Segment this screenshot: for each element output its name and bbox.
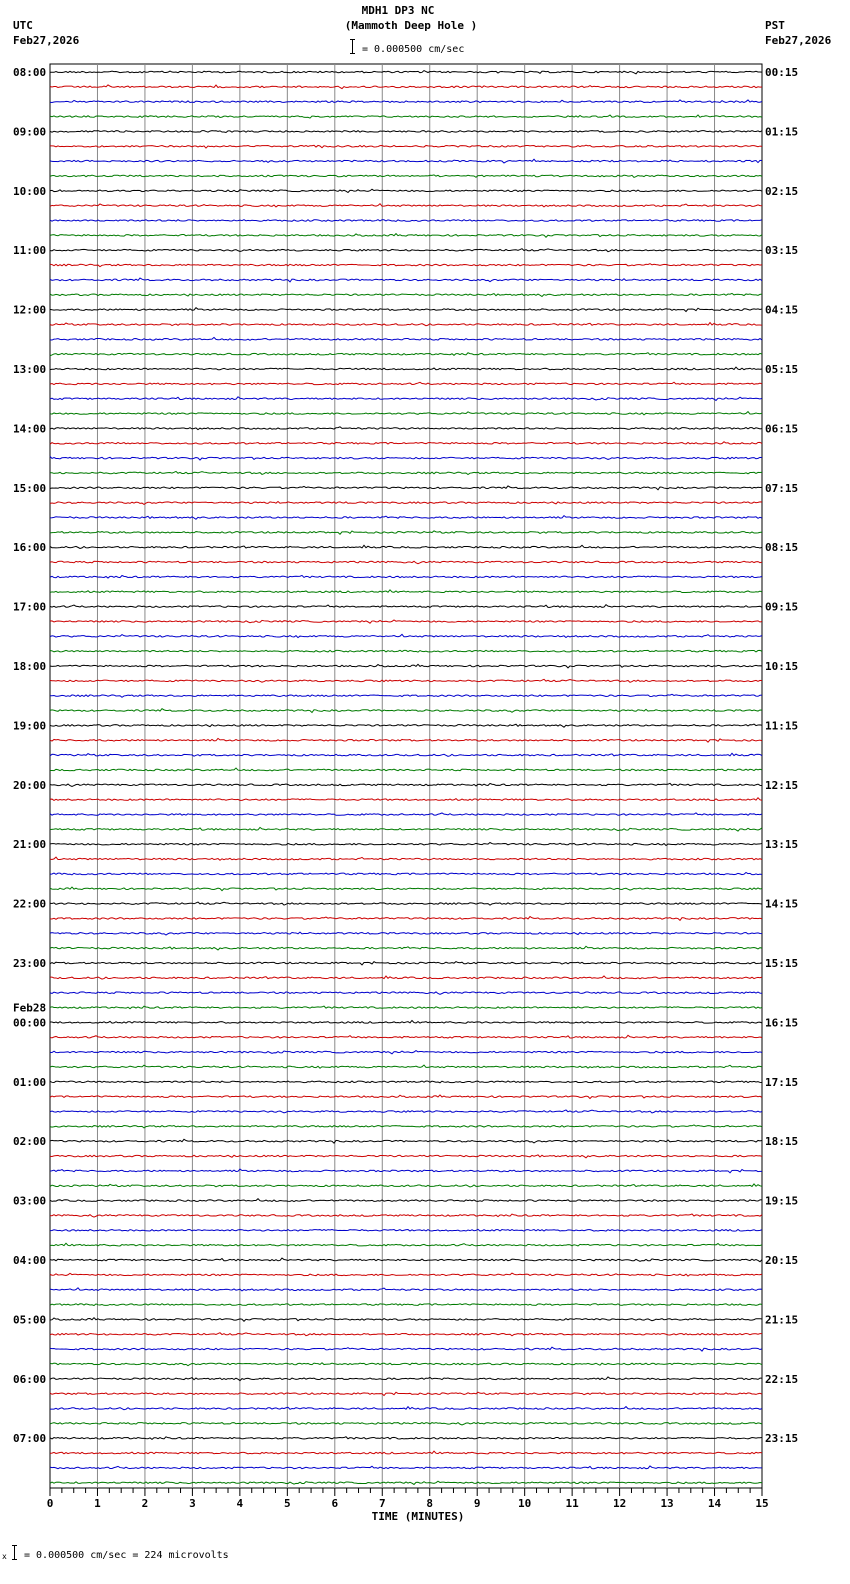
x-tick-label: 0 [46,1497,54,1510]
left-date: Feb27,2026 [13,34,80,47]
pst-hour-label: 14:15 [765,897,799,911]
seismic-trace [50,159,762,163]
utc-hour-label: 15:00 [13,481,47,495]
x-tick-label: 6 [331,1497,339,1510]
utc-hour-label: 18:00 [13,660,47,673]
seismic-trace [50,1095,762,1099]
seismic-trace [50,1347,762,1351]
seismic-trace [50,278,762,282]
utc-hour-label: 21:00 [13,838,47,852]
seismic-trace [50,204,762,207]
seismic-trace [50,1081,762,1083]
pst-hour-label: 16:15 [765,1016,799,1030]
seismic-trace [50,1006,762,1009]
seismic-trace [50,71,762,74]
pst-hour-label: 17:15 [765,1075,799,1089]
seismic-trace [50,175,762,178]
seismic-trace [50,664,762,668]
pst-hour-label: 19:15 [765,1194,799,1208]
utc-hour-label: 04:00 [13,1254,47,1267]
pst-hour-label: 05:15 [765,363,799,376]
seismic-trace [50,502,762,505]
seismic-trace [50,531,762,534]
seismic-trace [50,471,762,474]
seismic-trace [50,1065,762,1068]
seismic-trace [50,1466,762,1469]
seismic-trace [50,561,762,563]
seismic-trace [50,709,762,713]
seismic-trace [50,1392,762,1395]
pst-hour-label: 01:15 [765,125,799,139]
seismic-trace [50,1035,762,1038]
seismic-trace [50,753,762,756]
pst-hour-label: 23:15 [765,1432,799,1446]
seismic-trace [50,1229,762,1231]
seismic-trace [50,456,762,460]
seismic-trace [50,783,762,786]
pst-hour-label: 08:15 [765,541,799,555]
seismic-trace [50,724,762,727]
pst-hour-label: 20:15 [765,1254,799,1267]
utc-hour-label: 05:00 [13,1313,47,1327]
seismic-trace [50,976,762,979]
pst-hour-label: 11:15 [765,719,799,733]
seismic-trace [50,1155,762,1158]
pst-hour-label: 15:15 [765,957,799,970]
seismic-trace [50,1377,762,1381]
seismic-trace [50,857,762,860]
utc-hour-label: 16:00 [13,541,47,555]
seismic-trace [50,917,762,921]
seismic-trace [50,946,762,950]
seismic-trace [50,813,762,815]
seismic-trace [50,1110,762,1113]
seismic-trace [50,337,762,340]
seismic-trace [50,620,762,623]
seismic-trace [50,1199,762,1202]
x-tick-label: 15 [755,1497,769,1510]
seismic-trace [50,1423,762,1425]
pst-hour-label: 06:15 [765,422,799,436]
utc-hour-label: 01:00 [13,1075,47,1089]
x-tick-label: 8 [426,1497,434,1510]
x-tick-label: 5 [284,1497,291,1510]
seismic-trace [50,1258,762,1262]
utc-hour-label: 19:00 [13,719,47,733]
seismic-trace [50,412,762,415]
seismic-trace [50,545,762,548]
seismic-trace [50,1318,762,1322]
utc-hour-label: 13:00 [13,363,47,376]
left-timezone: UTC [13,19,33,32]
seismic-trace [50,605,762,608]
seismic-trace [50,575,762,578]
pst-hour-label: 13:15 [765,838,799,852]
x-tick-label: 9 [473,1497,481,1510]
seismic-trace [50,85,762,89]
seismic-trace [50,1020,762,1023]
seismic-trace [50,827,762,831]
x-axis-label: TIME (MINUTES) [371,1510,465,1523]
seismic-trace [50,1481,762,1484]
seismic-trace [50,1051,762,1054]
utc-hour-label: 00:00 [13,1016,47,1030]
seismic-trace [50,442,762,444]
x-tick-label: 2 [141,1497,149,1510]
seismic-trace [50,1214,762,1217]
x-tick-label: 1 [94,1497,101,1510]
utc-hour-label: 07:00 [13,1432,47,1446]
utc-hour-label: 03:00 [13,1194,47,1208]
seismic-trace [50,293,762,296]
pst-hour-label: 10:15 [765,660,799,673]
seismic-trace [50,397,762,401]
seismic-trace [50,1407,762,1410]
seismic-trace [50,679,762,682]
seismic-trace [50,1139,762,1143]
pst-hour-label: 12:15 [765,778,799,792]
seismic-trace [50,1184,762,1187]
seismic-trace [50,992,762,994]
seismic-trace [50,264,762,267]
seismic-trace [50,353,762,356]
x-tick-label: 12 [612,1497,627,1510]
station-subtitle: (Mammoth Deep Hole ) [344,19,478,32]
seismic-trace [50,486,762,490]
utc-hour-label: 17:00 [13,600,47,614]
utc-hour-label: 12:00 [13,303,47,317]
utc-hour-label: 06:00 [13,1372,47,1386]
x-tick-label: 11 [565,1497,579,1510]
utc-date-change-label: Feb28 [13,1001,47,1015]
x-tick-label: 7 [378,1497,386,1510]
seismic-trace [50,1243,762,1246]
seismic-trace [50,650,762,652]
pst-hour-label: 18:15 [765,1135,799,1149]
x-tick-label: 4 [236,1497,244,1510]
seismic-trace [50,843,762,846]
seismic-trace [50,115,762,118]
utc-hour-label: 02:00 [13,1135,47,1149]
right-date: Feb27,2026 [765,34,832,47]
pst-hour-label: 02:15 [765,184,799,198]
seismic-trace [50,1451,762,1454]
seismic-trace [50,634,762,637]
seismic-trace [50,962,762,965]
seismic-trace [50,249,762,252]
seismic-trace [50,516,762,520]
utc-hour-label: 09:00 [13,125,47,139]
utc-hour-label: 10:00 [13,184,47,198]
seismic-trace [50,1333,762,1336]
x-tick-label: 13 [660,1497,674,1510]
utc-hour-label: 23:00 [13,957,47,970]
seismic-trace [50,131,762,133]
pst-hour-label: 00:15 [765,66,799,79]
utc-hour-label: 14:00 [13,422,47,436]
seismic-trace [50,189,762,192]
seismic-trace [50,234,762,238]
seismic-trace [50,382,762,384]
pst-hour-label: 03:15 [765,244,799,258]
pst-hour-label: 22:15 [765,1372,799,1386]
utc-hour-label: 08:00 [13,66,47,79]
utc-hour-label: 20:00 [13,778,47,792]
seismic-trace [50,590,762,593]
seismic-trace [50,1169,762,1173]
seismic-trace [50,887,762,891]
seismic-trace [50,100,762,103]
seismic-trace [50,367,762,370]
seismic-trace [50,323,762,326]
seismic-trace [50,902,762,905]
seismic-trace [50,1363,762,1366]
pst-hour-label: 04:15 [765,303,799,317]
scale-label: = 0.000500 cm/sec [362,44,465,55]
footer-scale-label: = 0.000500 cm/sec = 224 microvolts [24,1550,229,1561]
seismic-trace [50,1304,762,1306]
seismic-trace [50,768,762,771]
x-tick-label: 10 [518,1497,532,1510]
utc-hour-label: 22:00 [13,897,47,911]
seismic-trace [50,1437,762,1440]
seismic-trace [50,1288,762,1291]
x-tick-label: 14 [707,1497,722,1510]
station-title: MDH1 DP3 NC [361,4,435,17]
seismic-trace [50,694,762,697]
footer-prefix: x [2,1552,7,1561]
seismic-trace [50,220,762,222]
seismic-trace [50,308,762,312]
pst-hour-label: 21:15 [765,1313,799,1327]
seismic-trace [50,738,762,742]
seismic-trace [50,145,762,148]
pst-hour-label: 09:15 [765,600,799,614]
seismic-trace [50,932,762,935]
seismic-trace [50,427,762,430]
x-tick-label: 3 [189,1497,196,1510]
right-timezone: PST [765,19,785,32]
seismic-trace [50,1125,762,1128]
seismic-trace [50,798,762,801]
pst-hour-label: 07:15 [765,481,799,495]
utc-hour-label: 11:00 [13,244,47,258]
seismic-trace [50,1273,762,1276]
seismic-trace [50,872,762,874]
